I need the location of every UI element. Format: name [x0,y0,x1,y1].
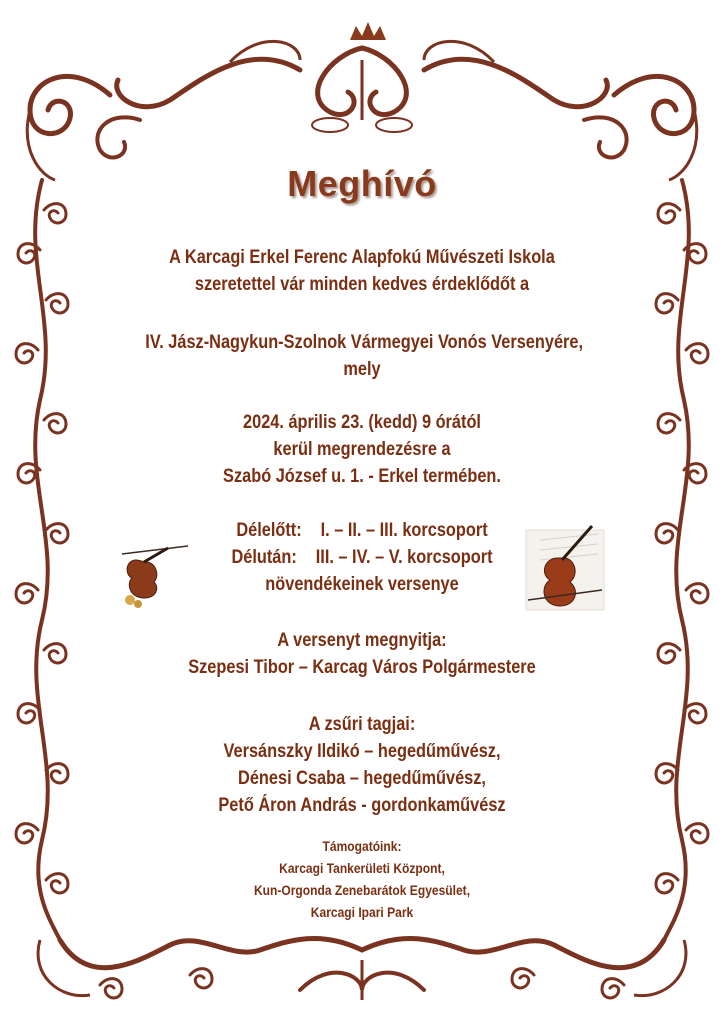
afternoon-groups: III. – IV. – V. korcsoport [315,547,493,568]
jury-member: Versánszky Ildikó – hegedűművész, [223,741,501,762]
morning-label: Délelőtt: [236,520,302,541]
page-title: Meghívó [287,163,437,204]
date-line: 2024. április 23. (kedd) 9 órától [243,412,481,433]
event-line-1: IV. Jász-Nagykun-Szolnok Vármegyei Vonós Versenyére, [145,332,584,353]
sponsor-item: Karcagi Ipari Park [310,904,414,920]
bottom-border-ornament [38,938,686,1000]
schedule-afternoon [145,547,578,569]
top-crest-ornament [117,22,608,132]
schedule-morning [145,520,578,542]
sponsors-heading: Támogatóink: [322,838,402,854]
schedule-footer: növendékeinek versenye [265,574,459,595]
afternoon-label: Délután: [231,547,297,568]
jury-member: Dénesi Csaba – hegedűművész, [238,768,486,789]
event-line-2: mely [343,359,381,380]
opening-heading: A versenyt megnyitja: [277,630,447,651]
intro-line-1: A Karcagi Erkel Ferenc Alapfokú Művészeti Iskola [169,247,555,268]
sponsor-item: Karcagi Tankerületi Központ, [279,860,445,876]
jury-heading: A zsűri tagjai: [308,714,416,735]
intro-line-2: szeretettel vár minden kedves érdeklődőt a [194,274,530,295]
opening-person: Szepesi Tibor – Karcag Város Polgármestere [188,657,536,678]
venue-line-1: kerül megrendezésre a [273,439,451,460]
sponsor-item: Kun-Orgonda Zenebarátok Egyesület, [253,882,471,898]
right-border-ornament [656,180,708,940]
jury-member: Pető Áron András - gordonkaművész [218,795,506,816]
morning-groups: I. – II. – III. korcsoport [320,520,488,541]
left-border-ornament [16,180,68,940]
venue-line-2: Szabó József u. 1. - Erkel termében. [223,466,501,487]
